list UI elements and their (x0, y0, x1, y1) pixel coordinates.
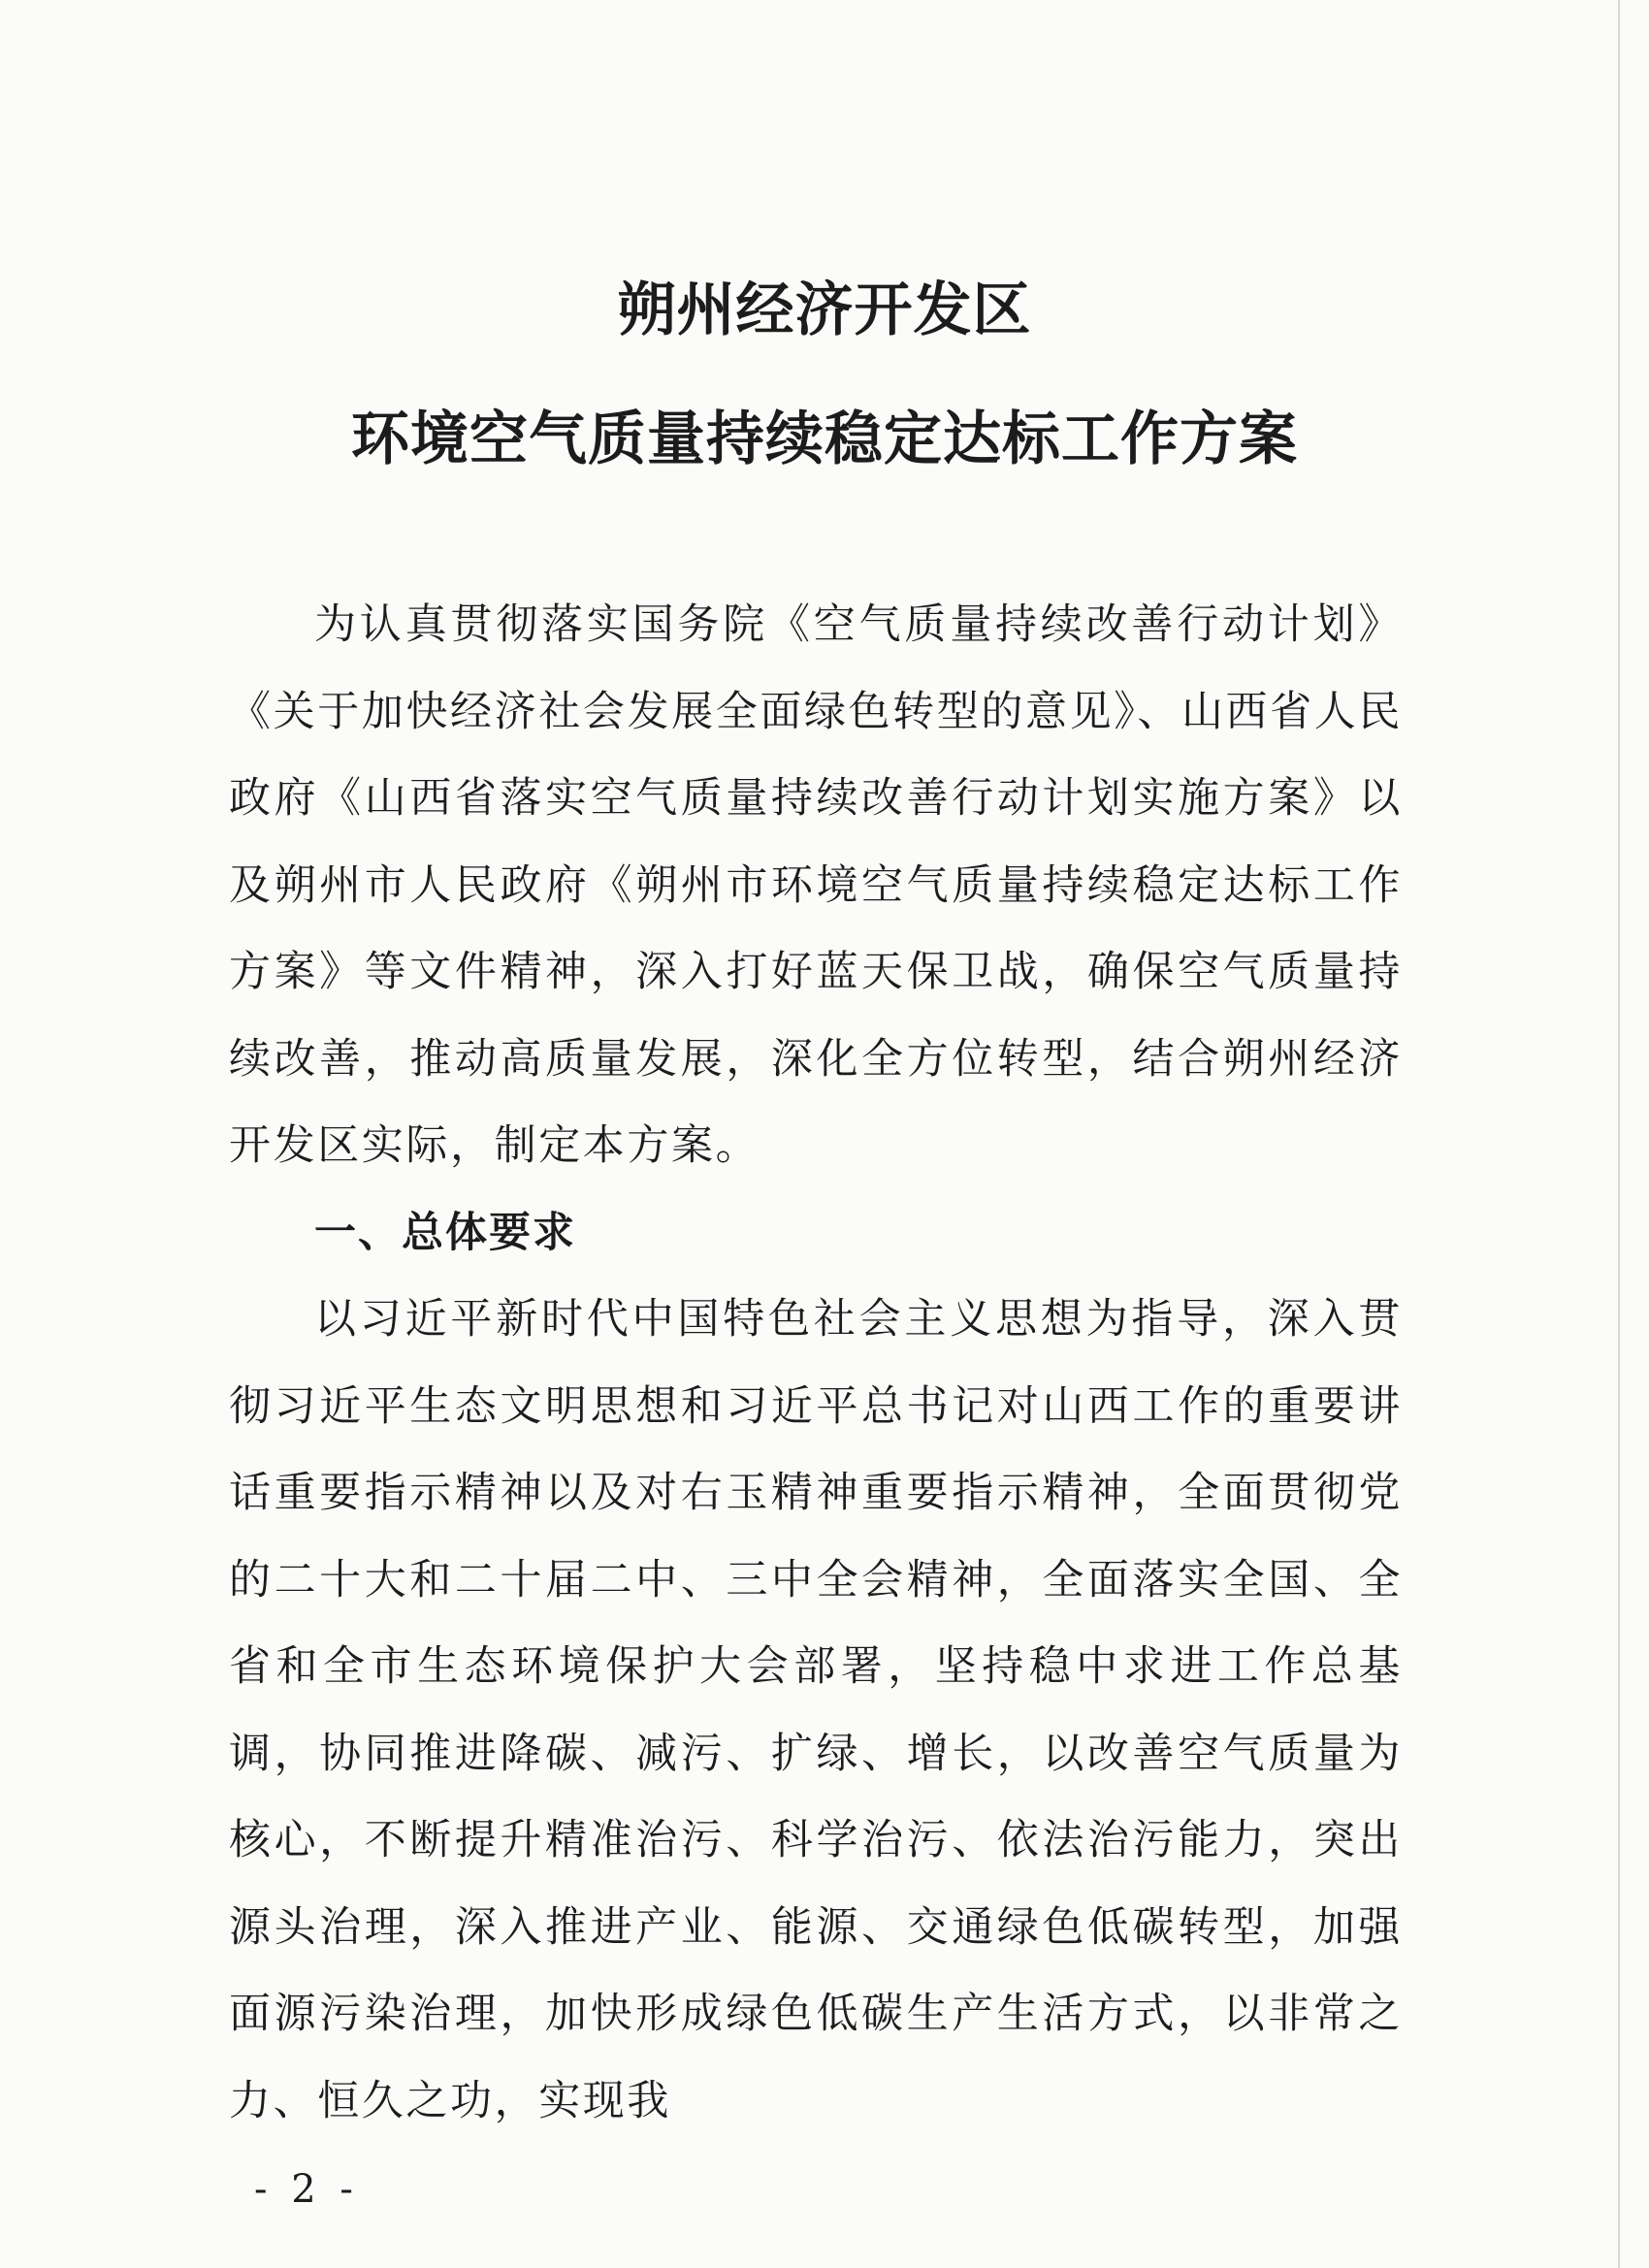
section-heading: 一、总体要求 (314, 1208, 576, 1257)
intro-paragraph: 为认真贯彻落实国务院《空气质量持续改善行动计划》《关于加快经济社会发展全面绿色转型的意见》、山西省人民政府《山西省落实空气质量持续改善行动计划实施方案》以及朔州市人民政府《朔州市环境空气质量持续稳定达标工作方案》等文件精神，深入打好蓝天保卫战，确保空气质量持续改善，推动高质量发展，深化全方位转型，结合朔州经济开发区实际，制定本方案。 (229, 600, 1403, 1170)
document-title-line-1: 朔州经济开发区 (617, 276, 1032, 344)
body-paragraph: 以习近平新时代中国特色社会主义思想为指导，深入贯彻习近平生态文明思想和习近平总书记对山西工作的重要讲话重要指示精神以及对右玉精神重要指示精神，全面贯彻党的二十大和二十届二中、三中全会精神，全面落实全国、全省和全市生态环境保护大会部署，坚持稳中求进工作总基调，协同推进降碳、减污、扩绿、增长，以改善空气质量为核心，不断提升精准治污、科学治污、依法治污能力，突出源头治理，深入推进产业、能源、交通绿色低碳转型，加强面源污染治理，加快形成绿色低碳生产生活方式，以非常之力、恒久之功，实现我 (229, 1295, 1403, 2125)
document-body (229, 582, 1403, 2145)
document-title-line-2: 环境空气质量持续稳定达标工作方案 (351, 405, 1298, 473)
page-number: - 2 - (254, 2167, 359, 2212)
